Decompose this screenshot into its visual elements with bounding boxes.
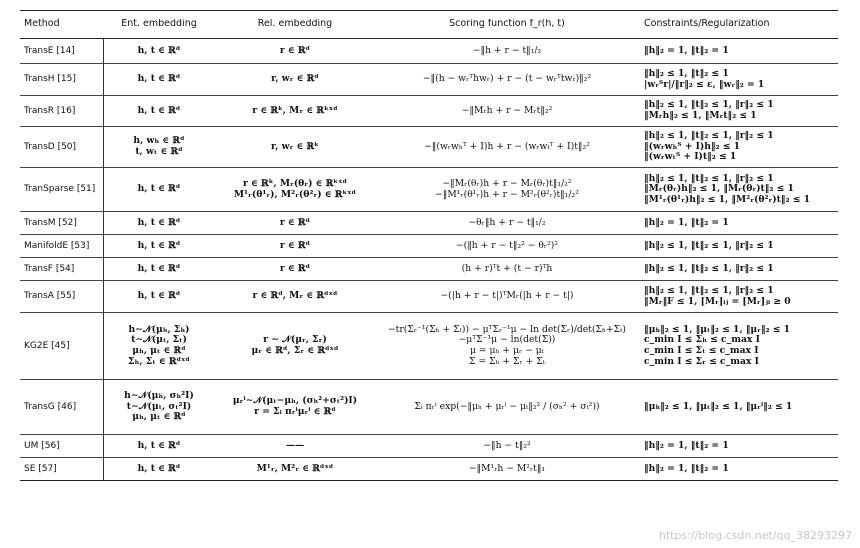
rel-cell bbox=[214, 264, 376, 275]
score-cell-line: −‖h − t‖₂² bbox=[483, 440, 531, 451]
ent-cell-line: μₕ, μₜ ∈ ℝᵈ bbox=[132, 345, 186, 356]
rel-cell-line: r ∈ ℝᵈ, Mᵣ ∈ ℝᵈˣᵈ bbox=[252, 291, 338, 302]
ent-cell-line: h, t ∈ ℝᵈ bbox=[137, 240, 181, 251]
score-cell bbox=[376, 106, 638, 117]
ent-cell bbox=[104, 464, 214, 475]
constraint-cell-line: ‖h‖₂ ≤ 1, ‖t‖₂ ≤ 1, ‖r‖₂ ≤ 1 bbox=[644, 131, 774, 142]
table-row bbox=[20, 212, 838, 235]
rel-cell bbox=[214, 291, 376, 302]
constraint-cell bbox=[638, 264, 838, 275]
constraint-cell-line: ‖Mᵣ‖F ≤ 1, [Mᵣ]ᵢⱼ = [Mᵣ]ⱼᵢ ≥ 0 bbox=[644, 295, 791, 307]
method-cell: TransM [52] bbox=[20, 212, 104, 234]
constraint-cell-line: ‖h‖₂ = 1, ‖t‖₂ = 1 bbox=[644, 463, 729, 474]
score-cell-line: −‖(wᵣwₕᵀ + I)h + r − (wᵣwₜᵀ + I)t‖₂² bbox=[424, 141, 590, 152]
comparison-table bbox=[20, 10, 838, 481]
header-constraints: Constraints/Regularization bbox=[644, 19, 770, 30]
method-cell: TransD [50] bbox=[20, 127, 104, 167]
rel-cell-line: M¹ᵣ, M²ᵣ ∈ ℝᵈˣᵈ bbox=[256, 463, 334, 474]
score-cell-line: −θᵣ‖h + r − t‖₁/₂ bbox=[468, 217, 546, 228]
rel-cell-line: r ∈ ℝᵏ, Mᵣ ∈ ℝᵏˣᵈ bbox=[252, 105, 338, 116]
rel-cell bbox=[214, 464, 376, 475]
ent-cell bbox=[104, 441, 214, 452]
table-row bbox=[20, 235, 838, 258]
score-cell bbox=[376, 441, 638, 452]
header-ent: Ent. embedding bbox=[121, 19, 197, 30]
constraint-cell bbox=[638, 174, 838, 206]
constraint-cell-line: ‖Mᵣh‖₂ ≤ 1, ‖Mᵣt‖₂ ≤ 1 bbox=[644, 110, 757, 121]
ent-cell-line: h, t ∈ ℝᵈ bbox=[137, 45, 181, 56]
rel-cell-line: r ∈ ℝᵈ bbox=[279, 45, 311, 56]
method-cell: TranSparse [51] bbox=[20, 168, 104, 211]
ent-cell-line: Σₕ, Σₜ ∈ ℝᵈˣᵈ bbox=[128, 355, 190, 367]
ent-cell-line: h, t ∈ ℝᵈ bbox=[137, 105, 181, 116]
ent-cell bbox=[104, 325, 214, 367]
ent-cell bbox=[104, 264, 214, 275]
method-cell: SE [57] bbox=[20, 458, 104, 480]
constraint-cell-line: ‖Mᵣ(θᵣ)h‖₂ ≤ 1, ‖Mᵣ(θᵣ)t‖₂ ≤ 1 bbox=[644, 183, 794, 195]
ent-cell-line: t∼𝒩(μₜ, Σₜ) bbox=[131, 334, 187, 346]
rel-cell-line: r ∼ 𝒩(μᵣ, Σᵣ) bbox=[263, 335, 327, 346]
constraint-cell bbox=[638, 46, 838, 57]
constraint-cell-line: ‖h‖₂ ≤ 1, ‖t‖₂ ≤ 1, ‖r‖₂ ≤ 1 bbox=[644, 100, 774, 111]
constraint-cell-line: ‖μₕ‖₂ ≤ 1, ‖μₜ‖₂ ≤ 1, ‖μᵣⁱ‖₂ ≤ 1 bbox=[644, 401, 793, 412]
rel-cell-line: M¹ᵣ(θ¹ᵣ), M²ᵣ(θ²ᵣ) ∈ ℝᵏˣᵈ bbox=[233, 188, 357, 200]
table-row bbox=[20, 64, 838, 96]
rel-cell-line: r ∈ ℝᵈ bbox=[279, 240, 311, 251]
table-row bbox=[20, 313, 838, 380]
score-cell-line: −‖h + r − t‖₁/₂ bbox=[472, 45, 542, 56]
rel-cell bbox=[214, 179, 376, 200]
constraint-cell-line: |wᵣᵀr|/‖r‖₂ ≤ ε, ‖wᵣ‖₂ = 1 bbox=[644, 78, 765, 90]
rel-cell-line: r = Σᵢ πᵣⁱμᵣⁱ ∈ ℝᵈ bbox=[254, 406, 336, 417]
header-method: Method bbox=[24, 18, 60, 30]
table-header bbox=[20, 11, 838, 39]
constraint-cell bbox=[638, 218, 838, 229]
header-score: Scoring function f_r(h, t) bbox=[449, 19, 565, 30]
ent-cell-line: h, t ∈ ℝᵈ bbox=[137, 463, 181, 474]
score-cell bbox=[376, 142, 638, 153]
method-cell: KG2E [45] bbox=[20, 313, 104, 379]
score-cell-line: −‖M¹ᵣ(θ¹ᵣ)h + r − M²ᵣ(θ²ᵣ)t‖₁/₂² bbox=[435, 188, 579, 200]
score-cell bbox=[376, 218, 638, 229]
rel-cell bbox=[214, 142, 376, 153]
score-cell bbox=[376, 241, 638, 252]
ent-cell-line: t, wₜ ∈ ℝᵈ bbox=[135, 146, 183, 157]
score-cell-line: −(‖h + r − t‖₂² − θᵣ²)² bbox=[455, 240, 559, 251]
table-row bbox=[20, 458, 838, 481]
constraint-cell-line: c_min I ≤ Σₜ ≤ c_max I bbox=[644, 345, 759, 356]
rel-cell-line: r, wᵣ ∈ ℝᵏ bbox=[271, 141, 319, 152]
constraint-cell bbox=[638, 286, 838, 307]
rel-cell bbox=[214, 74, 376, 85]
score-cell-line: −‖(h − wᵣᵀhwᵣ) + r − (t − wᵣᵀtwᵣ)‖₂² bbox=[422, 74, 592, 85]
rel-cell-line: μᵣⁱ∼𝒩(μₜ−μₕ, (σₕ²+σₜ²)I) bbox=[232, 396, 358, 407]
score-cell-line: −μᵀΣ⁻¹μ − ln(det(Σ)) bbox=[458, 334, 556, 346]
ent-cell bbox=[104, 184, 214, 195]
rel-cell-line: r ∈ ℝᵏ, Mᵣ(θᵣ) ∈ ℝᵏˣᵈ bbox=[242, 178, 348, 189]
rel-cell bbox=[214, 106, 376, 117]
constraint-cell-line: c_min I ≤ Σₕ ≤ c_max I bbox=[644, 334, 760, 346]
constraint-cell-line: ‖h‖₂ = 1, ‖t‖₂ = 1 bbox=[644, 217, 729, 228]
rel-cell-line: r ∈ ℝᵈ bbox=[279, 263, 311, 274]
method-cell: TransH [15] bbox=[20, 64, 104, 95]
rel-cell bbox=[214, 335, 376, 356]
score-cell-line: −‖Mᵣh + r − Mᵣt‖₂² bbox=[461, 105, 553, 116]
constraint-cell-line: ‖M¹ᵣ(θ¹ᵣ)h‖₂ ≤ 1, ‖M²ᵣ(θ²ᵣ)t‖₂ ≤ 1 bbox=[644, 193, 810, 205]
ent-cell bbox=[104, 74, 214, 85]
table-body bbox=[20, 39, 838, 481]
table-row bbox=[20, 281, 838, 313]
ent-cell-line: μₕ, μₜ ∈ ℝᵈ bbox=[132, 411, 186, 423]
constraint-cell-line: ‖(wᵣwₜᵀ + I)t‖₂ ≤ 1 bbox=[644, 151, 737, 163]
constraint-cell-line: ‖h‖₂ = 1, ‖t‖₂ = 1 bbox=[644, 45, 729, 56]
ent-cell-line: h∼𝒩(μₕ, σₕ²I) bbox=[124, 391, 194, 402]
table-row bbox=[20, 435, 838, 458]
score-cell bbox=[376, 464, 638, 475]
constraint-cell-line: ‖h‖₂ ≤ 1, ‖t‖₂ ≤ 1, ‖r‖₂ ≤ 1 bbox=[644, 263, 774, 274]
method-cell: TransR [16] bbox=[20, 96, 104, 126]
header-rel: Rel. embedding bbox=[257, 19, 333, 30]
table-row bbox=[20, 258, 838, 281]
watermark: https://blog.csdn.net/qq_38293297 bbox=[658, 529, 852, 542]
rel-cell bbox=[214, 441, 376, 452]
ent-cell-line: t∼𝒩(μₜ, σₜ²I) bbox=[126, 400, 192, 412]
rel-cell-line: r ∈ ℝᵈ bbox=[279, 217, 311, 228]
score-cell-line: −‖Mᵣ(θᵣ)h + r − Mᵣ(θᵣ)t‖₁/₂² bbox=[442, 178, 572, 189]
constraint-cell bbox=[638, 69, 838, 90]
ent-cell-line: h, t ∈ ℝᵈ bbox=[137, 263, 181, 274]
constraint-cell bbox=[638, 441, 838, 452]
score-cell bbox=[376, 46, 638, 57]
score-cell-line: Σᵢ πᵣⁱ exp(−‖μₕ + μᵣⁱ − μₜ‖₂² / (σₕ² + σₜ²)) bbox=[414, 401, 600, 412]
ent-cell bbox=[104, 136, 214, 157]
ent-cell bbox=[104, 46, 214, 57]
rel-cell-line: μᵣ ∈ ℝᵈ, Σᵣ ∈ ℝᵈˣᵈ bbox=[251, 345, 339, 356]
ent-cell bbox=[104, 241, 214, 252]
method-cell: TransG [46] bbox=[20, 380, 104, 434]
constraint-cell bbox=[638, 131, 838, 163]
score-cell-line: Σ = Σₕ + Σᵣ + Σₜ bbox=[468, 355, 546, 367]
ent-cell-line: h∼𝒩(μₕ, Σₕ) bbox=[128, 324, 190, 335]
constraint-cell bbox=[638, 100, 838, 121]
ent-cell-line: h, t ∈ ℝᵈ bbox=[137, 184, 181, 195]
score-cell bbox=[376, 179, 638, 200]
score-cell-line: −‖M¹ᵣh − M²ᵣt‖₁ bbox=[468, 463, 546, 474]
table-row bbox=[20, 380, 838, 435]
table-row bbox=[20, 168, 838, 212]
constraint-cell-line: ‖h‖₂ ≤ 1, ‖t‖₂ ≤ 1, ‖r‖₂ ≤ 1 bbox=[644, 285, 774, 296]
ent-cell bbox=[104, 391, 214, 423]
score-cell-line: μ = μₕ + μᵣ − μₜ bbox=[470, 345, 544, 356]
table-row bbox=[20, 39, 838, 64]
score-cell bbox=[376, 74, 638, 85]
method-cell: TransF [54] bbox=[20, 258, 104, 280]
constraint-cell-line: ‖h‖₂ = 1, ‖t‖₂ = 1 bbox=[644, 440, 729, 451]
rel-cell-line: —— bbox=[285, 440, 305, 451]
constraint-cell bbox=[638, 402, 838, 413]
score-cell-line: (h + r)ᵀt + (t − r)ᵀh bbox=[461, 263, 553, 274]
rel-cell bbox=[214, 46, 376, 57]
rel-cell bbox=[214, 218, 376, 229]
ent-cell-line: h, t ∈ ℝᵈ bbox=[137, 440, 181, 451]
ent-cell bbox=[104, 218, 214, 229]
rel-cell-line: r, wᵣ ∈ ℝᵈ bbox=[271, 74, 319, 85]
constraint-cell-line: ‖h‖₂ ≤ 1, ‖t‖₂ ≤ 1, ‖r‖₂ ≤ 1 bbox=[644, 173, 774, 184]
ent-cell bbox=[104, 291, 214, 302]
rel-cell bbox=[214, 241, 376, 252]
ent-cell-line: h, t ∈ ℝᵈ bbox=[137, 291, 181, 302]
score-cell bbox=[376, 402, 638, 413]
score-cell-line: −tr(Σᵣ⁻¹(Σₕ + Σₜ)) − μᵀΣᵣ⁻¹μ − ln det(Σᵣ)/det(Σₕ+Σₜ) bbox=[387, 324, 627, 335]
constraint-cell-line: ‖μₕ‖₂ ≤ 1, ‖μₜ‖₂ ≤ 1, ‖μᵣ‖₂ ≤ 1 bbox=[644, 324, 791, 335]
ent-cell-line: h, wₕ ∈ ℝᵈ bbox=[133, 136, 185, 147]
constraint-cell-line: ‖h‖₂ ≤ 1, ‖t‖₂ ≤ 1, ‖r‖₂ ≤ 1 bbox=[644, 240, 774, 251]
score-cell bbox=[376, 264, 638, 275]
method-cell: ManifoldE [53] bbox=[20, 235, 104, 257]
constraint-cell-line: ‖h‖₂ ≤ 1, ‖t‖₂ ≤ 1 bbox=[644, 68, 729, 79]
constraint-cell bbox=[638, 464, 838, 475]
rel-cell bbox=[214, 396, 376, 417]
table-row bbox=[20, 127, 838, 168]
constraint-cell-line: c_min I ≤ Σᵣ ≤ c_max I bbox=[644, 355, 759, 367]
score-cell bbox=[376, 325, 638, 367]
ent-cell bbox=[104, 106, 214, 117]
table-row bbox=[20, 96, 838, 127]
constraint-cell-line: ‖(wᵣwₕᵀ + I)h‖₂ ≤ 1 bbox=[644, 140, 741, 152]
constraint-cell bbox=[638, 325, 838, 367]
ent-cell-line: h, t ∈ ℝᵈ bbox=[137, 217, 181, 228]
constraint-cell bbox=[638, 241, 838, 252]
score-cell-line: −(|h + r − t|)ᵀMᵣ(|h + r − t|) bbox=[440, 291, 574, 302]
method-cell: TransE [14] bbox=[20, 39, 104, 63]
ent-cell-line: h, t ∈ ℝᵈ bbox=[137, 74, 181, 85]
method-cell: TransA [55] bbox=[20, 281, 104, 312]
score-cell bbox=[376, 291, 638, 302]
method-cell: UM [56] bbox=[20, 435, 104, 457]
